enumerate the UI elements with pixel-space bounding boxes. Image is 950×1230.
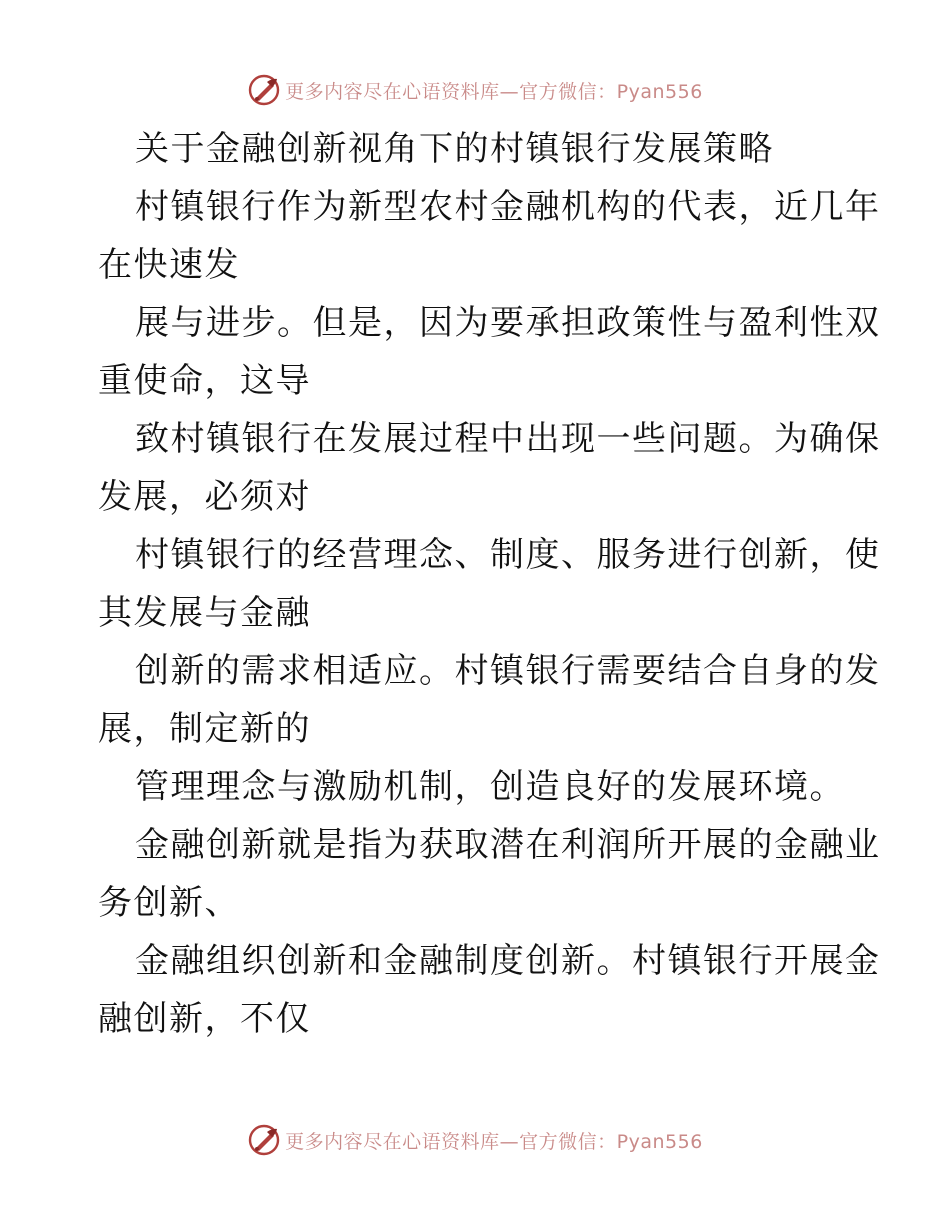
paragraph-first-line: 金融创新就是指为获取潜在利润所开展的金融业 <box>135 825 881 865</box>
paragraph-continuation: 融创新，不仅 <box>98 999 311 1039</box>
paragraph-continuation: 重使命，这导 <box>98 361 311 401</box>
header-banner <box>0 70 950 110</box>
paragraph-first-line: 展与进步。但是，因为要承担政策性与盈利性双 <box>135 303 881 343</box>
paragraph-first-line: 致村镇银行在发展过程中出现一些问题。为确保 <box>135 419 881 459</box>
paragraph <box>98 294 881 410</box>
paragraph-first-line: 创新的需求相适应。村镇银行需要结合自身的发 <box>135 651 881 691</box>
paragraph-continuation: 务创新、 <box>98 883 240 923</box>
paragraph <box>98 642 881 758</box>
footer-banner <box>0 1120 950 1160</box>
quill-pen-circle-icon <box>247 73 281 107</box>
paragraph <box>98 758 854 816</box>
paragraph-continuation: 发展，必须对 <box>98 477 311 517</box>
paragraph <box>98 178 881 294</box>
paragraph-first-line: 村镇银行作为新型农村金融机构的代表，近几年 <box>135 187 881 227</box>
paragraph-first-line: 村镇银行的经营理念、制度、服务进行创新，使 <box>135 535 881 575</box>
paragraph <box>98 526 881 642</box>
paragraph-continuation: 展，制定新的 <box>98 709 311 749</box>
paragraph-continuation: 其发展与金融 <box>98 593 311 633</box>
paragraph-continuation: 在快速发 <box>98 245 240 285</box>
banner-text: 更多内容尽在心语资料库—官方微信：Pyan556 <box>285 80 703 103</box>
paragraph <box>98 932 881 1048</box>
paragraph-first-line: 管理理念与激励机制，创造良好的发展环境。 <box>135 767 845 807</box>
paragraph-first-line: 金融组织创新和金融制度创新。村镇银行开展金 <box>135 941 881 981</box>
paragraph <box>98 410 881 526</box>
document-body <box>98 120 881 1048</box>
quill-pen-circle-icon <box>247 1123 281 1157</box>
banner-text: 更多内容尽在心语资料库—官方微信：Pyan556 <box>285 1130 703 1153</box>
paragraph <box>98 816 881 932</box>
document-title: 关于金融创新视角下的村镇银行发展策略 <box>135 129 774 169</box>
